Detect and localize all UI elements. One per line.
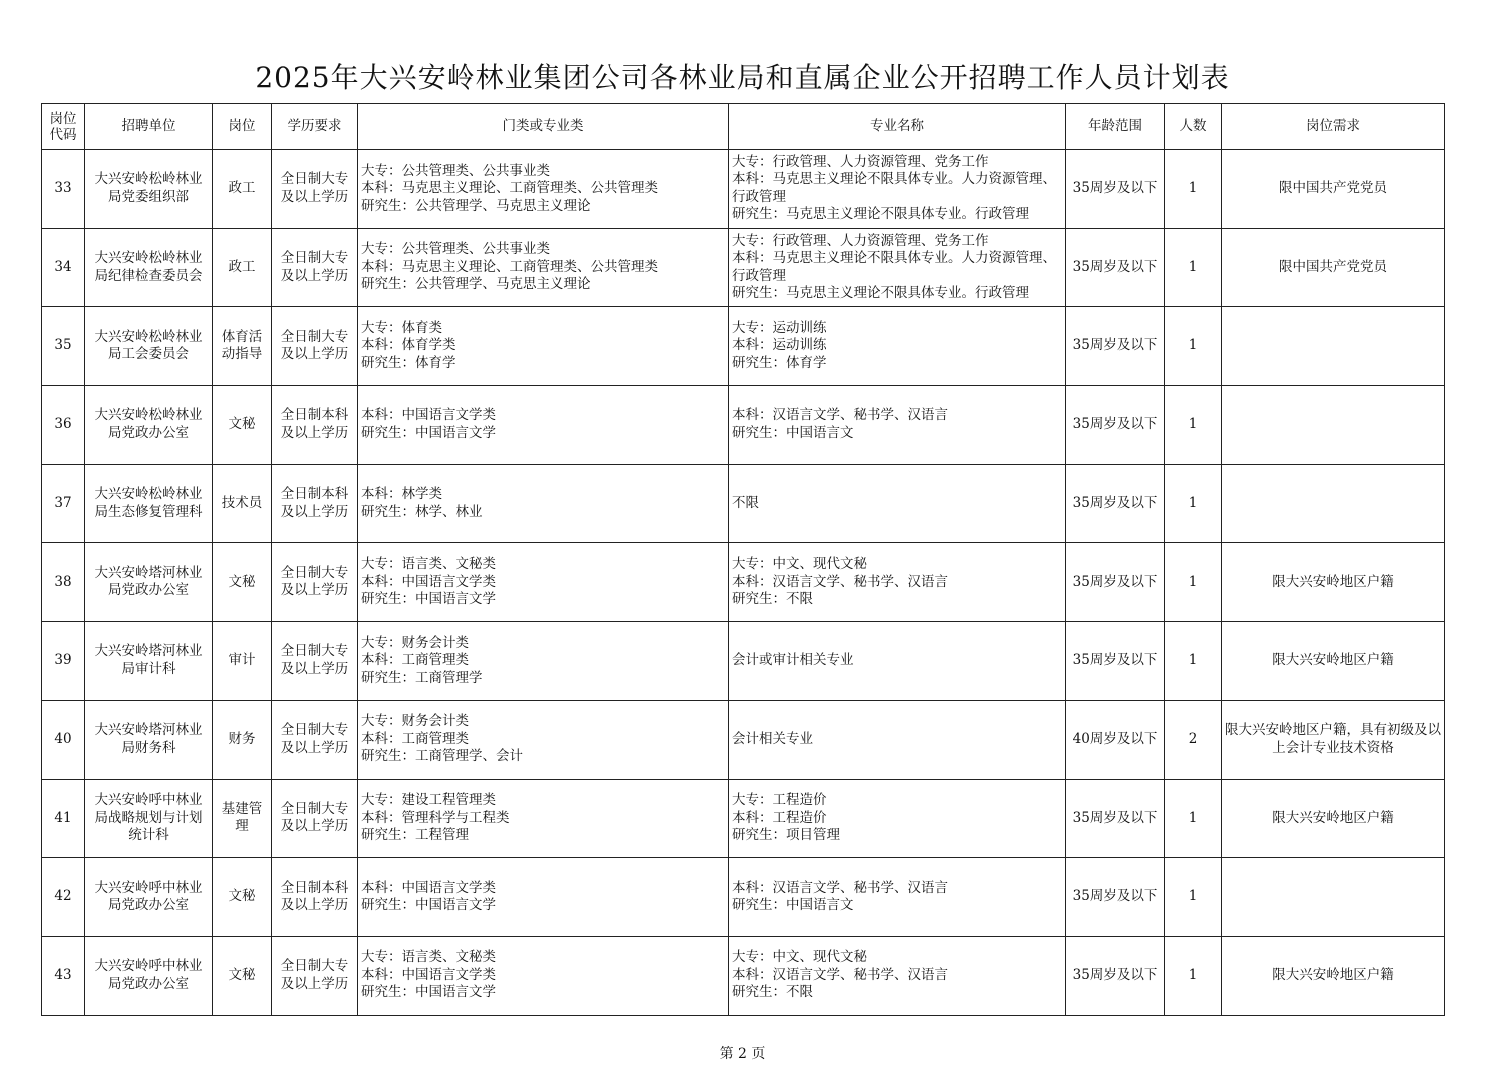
cell-position-text: 文秘 bbox=[228, 573, 256, 590]
cell-category-text: 大专：体育类 本科：体育学类 研究生：体育学 bbox=[361, 319, 456, 371]
header-requirement: 岗位需求 bbox=[1222, 104, 1445, 150]
cell-unit-text: 大兴安岭松岭林业局纪律检查委员会 bbox=[94, 250, 203, 284]
cell-code bbox=[42, 622, 85, 701]
cell-education bbox=[272, 307, 358, 386]
cell-age bbox=[1066, 228, 1165, 307]
cell-category bbox=[358, 936, 729, 1015]
cell-requirement-text: 限中国共产党党员 bbox=[1279, 258, 1387, 275]
table-row bbox=[42, 936, 1445, 1015]
cell-position bbox=[213, 307, 272, 386]
header-count: 人数 bbox=[1165, 104, 1222, 150]
cell-code-text: 34 bbox=[54, 258, 72, 275]
cell-position bbox=[213, 543, 272, 622]
cell-education bbox=[272, 700, 358, 779]
cell-major-text: 大专：工程造价 本科：工程造价 研究生：项目管理 bbox=[732, 792, 840, 844]
cell-count-text: 1 bbox=[1188, 416, 1198, 433]
cell-age-text: 35周岁及以下 bbox=[1072, 888, 1158, 905]
cell-education bbox=[272, 150, 358, 229]
cell-age bbox=[1066, 307, 1165, 386]
cell-major-text: 本科：汉语言文学、秘书学、汉语言 研究生：中国语言文 bbox=[732, 407, 948, 441]
cell-requirement bbox=[1222, 779, 1445, 858]
cell-education-text: 全日制本科及以上学历 bbox=[280, 879, 349, 914]
cell-requirement-text: 限大兴安岭地区户籍，具有初级及以上会计专业技术资格 bbox=[1225, 722, 1441, 756]
cell-major-text: 会计相关专业 bbox=[732, 730, 813, 747]
cell-unit-text: 大兴安岭松岭林业局党政办公室 bbox=[94, 407, 203, 441]
cell-position-text: 技术员 bbox=[221, 494, 263, 511]
cell-major-text: 不限 bbox=[732, 494, 759, 511]
header-code: 岗位 代码 bbox=[42, 104, 85, 150]
cell-requirement bbox=[1222, 858, 1445, 937]
cell-age-text: 35周岁及以下 bbox=[1072, 416, 1158, 433]
cell-unit bbox=[85, 464, 213, 543]
cell-position-text: 基建管理 bbox=[221, 800, 263, 835]
cell-major bbox=[729, 779, 1066, 858]
cell-education bbox=[272, 464, 358, 543]
cell-major-text: 会计或审计相关专业 bbox=[732, 652, 854, 669]
cell-education bbox=[272, 228, 358, 307]
cell-count-text: 1 bbox=[1188, 258, 1198, 275]
cell-position bbox=[213, 386, 272, 465]
cell-count-text: 1 bbox=[1188, 966, 1198, 983]
cell-position bbox=[213, 464, 272, 543]
cell-major-text: 大专：中文、现代文秘 本科：汉语言文学、秘书学、汉语言 研究生：不限 bbox=[732, 556, 948, 608]
cell-age-text: 35周岁及以下 bbox=[1072, 180, 1158, 197]
cell-requirement-text: 限中国共产党党员 bbox=[1279, 180, 1387, 197]
cell-count-text: 1 bbox=[1188, 652, 1198, 669]
cell-requirement-text: 限大兴安岭地区户籍 bbox=[1272, 573, 1394, 590]
cell-major bbox=[729, 936, 1066, 1015]
cell-code-text: 42 bbox=[54, 888, 72, 905]
cell-category-text: 大专：公共管理类、公共事业类 本科：马克思主义理论、工商管理类、公共管理类 研究生：公共管理学、马克思主义理论 bbox=[361, 241, 658, 293]
cell-requirement-text: 限大兴安岭地区户籍 bbox=[1272, 966, 1394, 983]
cell-code-text: 35 bbox=[54, 337, 72, 354]
cell-age bbox=[1066, 779, 1165, 858]
cell-age-text: 35周岁及以下 bbox=[1072, 258, 1158, 275]
cell-position bbox=[213, 779, 272, 858]
cell-category bbox=[358, 228, 729, 307]
table-row bbox=[42, 150, 1445, 229]
cell-position bbox=[213, 622, 272, 701]
cell-age bbox=[1066, 936, 1165, 1015]
cell-count bbox=[1165, 150, 1222, 229]
cell-position bbox=[213, 228, 272, 307]
table-row bbox=[42, 228, 1445, 307]
cell-major-text: 大专：行政管理、人力资源管理、党务工作 本科：马克思主义理论不限具体专业。人力资源管理、行政管理 研究生：马克思主义理论不限具体专业。行政管理 bbox=[732, 232, 1056, 302]
cell-major bbox=[729, 386, 1066, 465]
table-row bbox=[42, 700, 1445, 779]
cell-unit-text: 大兴安岭塔河林业局审计科 bbox=[94, 643, 203, 677]
cell-unit bbox=[85, 307, 213, 386]
cell-age-text: 35周岁及以下 bbox=[1072, 573, 1158, 590]
cell-major bbox=[729, 622, 1066, 701]
recruitment-plan-table bbox=[41, 103, 1445, 1016]
cell-code bbox=[42, 700, 85, 779]
cell-age-text: 35周岁及以下 bbox=[1072, 966, 1158, 983]
cell-category-text: 大专：建设工程管理类 本科：管理科学与工程类 研究生：工程管理 bbox=[361, 792, 510, 844]
cell-count-text: 1 bbox=[1188, 573, 1198, 590]
cell-code bbox=[42, 936, 85, 1015]
cell-code-text: 41 bbox=[54, 809, 72, 826]
cell-unit bbox=[85, 622, 213, 701]
cell-education-text: 全日制大专及以上学历 bbox=[280, 643, 349, 677]
cell-count-text: 2 bbox=[1188, 730, 1198, 747]
table-row bbox=[42, 307, 1445, 386]
cell-unit bbox=[85, 543, 213, 622]
cell-code bbox=[42, 464, 85, 543]
cell-education-text: 全日制大专及以上学历 bbox=[280, 958, 349, 992]
cell-education bbox=[272, 622, 358, 701]
cell-position-text: 政工 bbox=[228, 258, 256, 275]
cell-count bbox=[1165, 936, 1222, 1015]
cell-count bbox=[1165, 307, 1222, 386]
cell-requirement bbox=[1222, 543, 1445, 622]
cell-count bbox=[1165, 700, 1222, 779]
cell-age-text: 40周岁及以下 bbox=[1072, 730, 1158, 747]
cell-unit bbox=[85, 150, 213, 229]
cell-category bbox=[358, 464, 729, 543]
cell-age-text: 35周岁及以下 bbox=[1072, 809, 1158, 826]
header-position: 岗位 bbox=[213, 104, 272, 150]
cell-count bbox=[1165, 386, 1222, 465]
cell-position bbox=[213, 700, 272, 779]
cell-major-text: 大专：运动训练 本科：运动训练 研究生：体育学 bbox=[732, 319, 827, 371]
cell-count-text: 1 bbox=[1188, 809, 1198, 826]
cell-education-text: 全日制大专及以上学历 bbox=[280, 171, 349, 205]
cell-major-text: 本科：汉语言文学、秘书学、汉语言 研究生：中国语言文 bbox=[732, 879, 948, 914]
cell-code-text: 33 bbox=[54, 180, 72, 197]
cell-major bbox=[729, 150, 1066, 229]
cell-unit-text: 大兴安岭塔河林业局财务科 bbox=[94, 722, 203, 756]
cell-education-text: 全日制大专及以上学历 bbox=[280, 800, 349, 835]
cell-education-text: 全日制本科及以上学历 bbox=[280, 407, 349, 441]
cell-education-text: 全日制本科及以上学历 bbox=[280, 486, 349, 520]
cell-position-text: 财务 bbox=[228, 730, 256, 747]
cell-education bbox=[272, 543, 358, 622]
cell-count bbox=[1165, 622, 1222, 701]
cell-education bbox=[272, 858, 358, 937]
cell-unit-text: 大兴安岭松岭林业局生态修复管理科 bbox=[94, 486, 203, 520]
cell-code-text: 37 bbox=[54, 494, 72, 511]
cell-count bbox=[1165, 543, 1222, 622]
cell-category-text: 大专：财务会计类 本科：工商管理类 研究生：工商管理学 bbox=[361, 634, 483, 686]
cell-category-text: 本科：中国语言文学类 研究生：中国语言文学 bbox=[361, 879, 496, 914]
cell-count bbox=[1165, 779, 1222, 858]
cell-category bbox=[358, 543, 729, 622]
cell-category bbox=[358, 700, 729, 779]
cell-age-text: 35周岁及以下 bbox=[1072, 337, 1158, 354]
cell-unit bbox=[85, 386, 213, 465]
cell-unit bbox=[85, 858, 213, 937]
cell-major bbox=[729, 543, 1066, 622]
cell-position-text: 政工 bbox=[228, 180, 256, 197]
cell-category-text: 本科：林学类 研究生：林学、林业 bbox=[361, 486, 483, 520]
cell-code bbox=[42, 386, 85, 465]
cell-category bbox=[358, 858, 729, 937]
header-category: 门类或专业类 bbox=[358, 104, 729, 150]
cell-position bbox=[213, 858, 272, 937]
cell-education-text: 全日制大专及以上学历 bbox=[280, 328, 349, 363]
cell-requirement bbox=[1222, 307, 1445, 386]
cell-code-text: 39 bbox=[54, 652, 72, 669]
cell-age bbox=[1066, 386, 1165, 465]
cell-major-text: 大专：中文、现代文秘 本科：汉语言文学、秘书学、汉语言 研究生：不限 bbox=[732, 949, 948, 1001]
header-age: 年龄范围 bbox=[1066, 104, 1165, 150]
cell-major-text: 大专：行政管理、人力资源管理、党务工作 本科：马克思主义理论不限具体专业。人力资源管理、行政管理 研究生：马克思主义理论不限具体专业。行政管理 bbox=[732, 153, 1056, 223]
cell-code bbox=[42, 307, 85, 386]
table-row bbox=[42, 386, 1445, 465]
cell-age-text: 35周岁及以下 bbox=[1072, 652, 1158, 669]
cell-category bbox=[358, 307, 729, 386]
cell-category-text: 大专：语言类、文秘类 本科：中国语言文学类 研究生：中国语言文学 bbox=[361, 556, 496, 608]
cell-category bbox=[358, 779, 729, 858]
cell-code-text: 40 bbox=[54, 730, 72, 747]
cell-unit bbox=[85, 700, 213, 779]
cell-education-text: 全日制大专及以上学历 bbox=[280, 250, 349, 284]
cell-code-text: 38 bbox=[54, 573, 72, 590]
cell-code bbox=[42, 858, 85, 937]
cell-unit-text: 大兴安岭呼中林业局党政办公室 bbox=[94, 958, 203, 992]
cell-count-text: 1 bbox=[1188, 494, 1198, 511]
cell-category-text: 大专：财务会计类 本科：工商管理类 研究生：工商管理学、会计 bbox=[361, 713, 523, 765]
cell-count-text: 1 bbox=[1188, 888, 1198, 905]
header-education: 学历要求 bbox=[272, 104, 358, 150]
table-row bbox=[42, 543, 1445, 622]
table-row bbox=[42, 622, 1445, 701]
cell-requirement bbox=[1222, 936, 1445, 1015]
cell-requirement bbox=[1222, 700, 1445, 779]
cell-education bbox=[272, 779, 358, 858]
header-row bbox=[42, 104, 1445, 150]
table-row bbox=[42, 779, 1445, 858]
cell-requirement bbox=[1222, 622, 1445, 701]
table-row bbox=[42, 858, 1445, 937]
cell-unit bbox=[85, 936, 213, 1015]
cell-unit-text: 大兴安岭塔河林业局党政办公室 bbox=[94, 564, 203, 599]
cell-major bbox=[729, 700, 1066, 779]
cell-age bbox=[1066, 858, 1165, 937]
cell-unit bbox=[85, 779, 213, 858]
cell-position bbox=[213, 936, 272, 1015]
cell-category bbox=[358, 150, 729, 229]
cell-count-text: 1 bbox=[1188, 337, 1198, 354]
cell-unit-text: 大兴安岭呼中林业局战略规划与计划统计科 bbox=[94, 792, 203, 844]
cell-major bbox=[729, 858, 1066, 937]
cell-category-text: 本科：中国语言文学类 研究生：中国语言文学 bbox=[361, 407, 496, 441]
cell-major bbox=[729, 228, 1066, 307]
cell-count bbox=[1165, 858, 1222, 937]
cell-requirement-text: 限大兴安岭地区户籍 bbox=[1272, 809, 1394, 826]
cell-requirement bbox=[1222, 150, 1445, 229]
cell-code-text: 36 bbox=[54, 416, 72, 433]
cell-category bbox=[358, 386, 729, 465]
header-unit: 招聘单位 bbox=[85, 104, 213, 150]
cell-code bbox=[42, 779, 85, 858]
cell-code bbox=[42, 543, 85, 622]
cell-age bbox=[1066, 150, 1165, 229]
cell-position-text: 体育活动指导 bbox=[221, 328, 263, 363]
cell-age bbox=[1066, 622, 1165, 701]
cell-category-text: 大专：语言类、文秘类 本科：中国语言文学类 研究生：中国语言文学 bbox=[361, 949, 496, 1001]
cell-unit bbox=[85, 228, 213, 307]
cell-requirement bbox=[1222, 228, 1445, 307]
cell-age-text: 35周岁及以下 bbox=[1072, 494, 1158, 511]
cell-requirement bbox=[1222, 464, 1445, 543]
cell-education-text: 全日制大专及以上学历 bbox=[280, 564, 349, 599]
cell-education bbox=[272, 386, 358, 465]
cell-age bbox=[1066, 700, 1165, 779]
page-number: 第 2 页 bbox=[719, 1046, 766, 1062]
cell-unit-text: 大兴安岭松岭林业局党委组织部 bbox=[94, 171, 203, 205]
cell-category bbox=[358, 622, 729, 701]
cell-position bbox=[213, 150, 272, 229]
cell-age bbox=[1066, 543, 1165, 622]
cell-education bbox=[272, 936, 358, 1015]
cell-count-text: 1 bbox=[1188, 180, 1198, 197]
cell-code-text: 43 bbox=[54, 966, 72, 983]
cell-unit-text: 大兴安岭松岭林业局工会委员会 bbox=[94, 328, 203, 363]
cell-category-text: 大专：公共管理类、公共事业类 本科：马克思主义理论、工商管理类、公共管理类 研究生：公共管理学、马克思主义理论 bbox=[361, 162, 658, 214]
page-title: 2025年大兴安岭林业集团公司各林业局和直属企业公开招聘工作人员计划表 bbox=[255, 61, 1230, 94]
cell-count bbox=[1165, 464, 1222, 543]
cell-age bbox=[1066, 464, 1165, 543]
header-major: 专业名称 bbox=[729, 104, 1066, 150]
cell-education-text: 全日制大专及以上学历 bbox=[280, 722, 349, 756]
cell-position-text: 文秘 bbox=[228, 888, 256, 905]
cell-unit-text: 大兴安岭呼中林业局党政办公室 bbox=[94, 879, 203, 914]
cell-requirement bbox=[1222, 386, 1445, 465]
cell-requirement-text: 限大兴安岭地区户籍 bbox=[1272, 652, 1394, 669]
table-row bbox=[42, 464, 1445, 543]
cell-count bbox=[1165, 228, 1222, 307]
cell-position-text: 审计 bbox=[228, 652, 256, 669]
cell-code bbox=[42, 150, 85, 229]
cell-position-text: 文秘 bbox=[228, 416, 256, 433]
cell-major bbox=[729, 307, 1066, 386]
cell-major bbox=[729, 464, 1066, 543]
cell-position-text: 文秘 bbox=[228, 966, 256, 983]
cell-code bbox=[42, 228, 85, 307]
